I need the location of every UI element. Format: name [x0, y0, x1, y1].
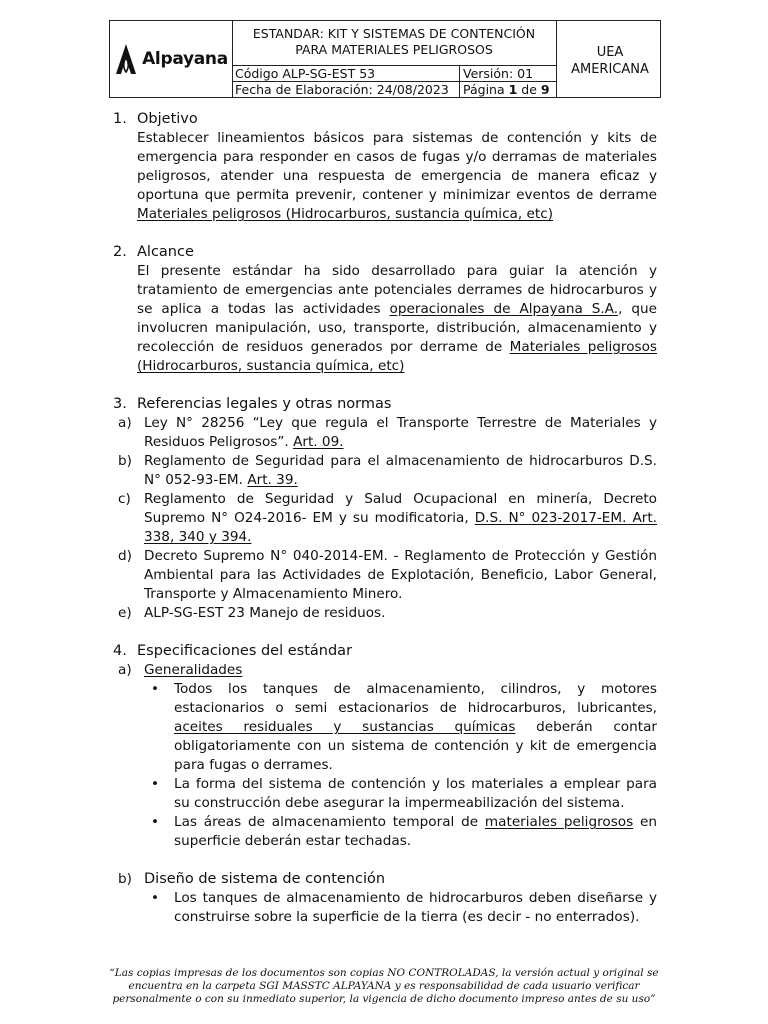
subsection-heading: Generalidades — [144, 662, 243, 678]
subsection-label: a) — [118, 662, 132, 678]
reference-text: Ley N° 28256 “Ley que regula el Transporte Terrestre de Materiales y Residuos Peligrosos”. — [144, 415, 657, 450]
bullet-icon: • — [151, 681, 160, 697]
section-objetivo — [113, 110, 657, 224]
section-title — [113, 243, 657, 262]
references-list — [113, 414, 657, 623]
subsection-heading: Diseño de sistema de contención — [144, 871, 386, 887]
uncontrolled-copy-notice: “Las copias impresas de los documentos son copias NO CONTROLADAS, la versión actual y original se encuentra en la carpeta SGI MASSTC ALPAYANA y es responsabilidad de cada usuario verificar personalmente o con su inmediato superior, la vigencia de dicho documento impreso antes de su uso” — [109, 967, 659, 1005]
list-label: a) — [118, 415, 132, 431]
bullet-item — [150, 680, 657, 775]
list-item — [113, 604, 657, 623]
bullet-list — [150, 889, 657, 927]
underlined-reference: materiales peligrosos — [484, 814, 634, 830]
unit-line-2: AMERICANA — [571, 62, 649, 77]
list-item — [113, 452, 657, 490]
reference-text: Decreto Supremo N° 040-2014-EM. - Reglamento de Protección y Gestión Ambiental para las Actividades de Explotación, Beneficio, Labor General, Transporte y Almacenamiento Minero. — [144, 548, 657, 602]
bullet-item — [150, 813, 657, 851]
section-number: 1. — [113, 111, 127, 127]
section-number: 2. — [113, 244, 127, 260]
logo-text: Alpayana — [142, 49, 228, 69]
paragraph-text: El presente estándar ha sido desarrollado para guiar la atención y tratamiento de emergencias ante potenciales derrames de hidrocarburos y se aplica a todas las actividades — [137, 263, 657, 317]
bullet-item — [150, 775, 657, 813]
underlined-reference: operacionales de Alpayana S.A. — [389, 301, 619, 317]
page-prefix: Página — [463, 82, 509, 97]
bullet-text — [174, 680, 657, 775]
section-heading: Referencias legales y otras normas — [137, 396, 392, 412]
section-heading: Especificaciones del estándar — [137, 643, 353, 659]
list-item — [113, 414, 657, 452]
page-mid: de — [517, 82, 541, 97]
reference-text: Reglamento de Seguridad para el almacenamiento de hidrocarburos D.S. N° 052-93-EM. — [144, 453, 657, 488]
document-title — [232, 21, 557, 66]
underlined-reference: Materiales peligrosos (Hidrocarburos, sustancia química, etc) — [137, 206, 553, 222]
list-label: b) — [118, 453, 132, 469]
unit-line-1: UEA — [596, 45, 624, 60]
section-title — [113, 110, 657, 129]
section-heading: Alcance — [137, 244, 194, 260]
bullet-icon: • — [151, 776, 160, 792]
list-item — [113, 547, 657, 604]
list-text — [144, 490, 657, 547]
subsection-label: b) — [118, 871, 132, 887]
document-code: Código ALP-SG-EST 53 — [232, 66, 460, 81]
document-header — [109, 20, 661, 98]
section-number: 4. — [113, 643, 127, 659]
section-especificaciones — [113, 642, 657, 927]
paragraph-text: , que involucren manipulación, uso, transporte, distribución, almacenamiento y recolección de residuos generados por derrame de — [137, 301, 657, 355]
list-label: d) — [118, 548, 132, 564]
page-current: 1 — [508, 82, 518, 97]
underlined-reference: Art. 09. — [293, 434, 344, 450]
elaboration-date: Fecha de Elaboración: 24/08/2023 — [232, 82, 460, 97]
alpayana-logo — [114, 42, 228, 76]
section-title — [113, 395, 657, 414]
title-line-1: ESTANDAR: KIT Y SISTEMAS DE CONTENCIÓN — [252, 26, 536, 41]
bullet-text: Los tanques de almacenamiento de hidrocarburos deben diseñarse y construirse sobre la superficie de la tierra (es decir - no enterrados). — [174, 890, 657, 925]
bullet-text-part: en superficie deberán estar techadas. — [174, 814, 657, 849]
bullet-text: La forma del sistema de contención y los materiales a emplear para su construcción debe asegurar la impermeabilización del sistema. — [174, 776, 657, 811]
title-line-2: PARA MATERIALES PELIGROSOS — [295, 42, 493, 57]
section-paragraph — [137, 262, 657, 376]
underlined-reference: aceites residuales y sustancias químicas — [174, 719, 516, 735]
bullet-item — [150, 889, 657, 927]
header-row-date — [232, 82, 557, 97]
page-total: 9 — [540, 82, 550, 97]
underlined-reference: Materiales peligrosos (Hidrocarburos, sustancia química, etc) — [137, 339, 657, 374]
alpayana-logo-icon — [114, 42, 138, 76]
bullet-text-part: deberán contar obligatoriamente con un sistema de contención y kit de emergencia para fugas o derrames. — [174, 719, 657, 773]
list-label: c) — [118, 491, 131, 507]
section-referencias — [113, 395, 657, 623]
bullet-text-part: Todos los tanques de almacenamiento, cilindros, y motores estacionarios o semi estacionarios de hidrocarburos, lubricantes, — [174, 681, 657, 716]
bullet-icon: • — [151, 890, 160, 906]
bullet-text-part: Las áreas de almacenamiento temporal de — [174, 814, 485, 830]
underlined-reference: D.S. N° 023-2017-EM. Art. 338, 340 y 394. — [144, 510, 657, 545]
reference-text: ALP-SG-EST 23 Manejo de residuos. — [144, 605, 386, 621]
list-item — [113, 490, 657, 547]
header-row-code — [232, 66, 557, 82]
section-heading: Objetivo — [137, 111, 198, 127]
section-title — [113, 642, 657, 661]
list-text — [144, 414, 657, 452]
logo-cell — [110, 21, 233, 97]
page-number — [460, 82, 557, 97]
bullet-list — [150, 680, 657, 851]
subsection-title — [118, 870, 657, 889]
section-paragraph — [137, 129, 657, 224]
bullet-icon: • — [151, 814, 160, 830]
section-number: 3. — [113, 396, 127, 412]
subsection-title — [118, 661, 657, 680]
unit-name — [558, 21, 662, 97]
document-version: Versión: 01 — [463, 66, 534, 81]
section-alcance — [113, 243, 657, 376]
document-body — [113, 110, 657, 927]
reference-text: Reglamento de Seguridad y Salud Ocupacional en minería, Decreto Supremo N° O24-2016- EM y su modificatoria, — [144, 491, 657, 526]
list-text — [144, 452, 657, 490]
underlined-reference: Art. 39. — [247, 472, 298, 488]
bullet-text — [174, 813, 657, 851]
list-label: e) — [118, 605, 132, 621]
paragraph-text: Establecer lineamientos básicos para sistemas de contención y kits de emergencia para responder en casos de fugas y/o derramas de materiales peligrosos, atender una respuesta de emergencia de manera eficaz y oportuna que permita prevenir, contener y minimizar eventos de derrame — [137, 130, 657, 203]
